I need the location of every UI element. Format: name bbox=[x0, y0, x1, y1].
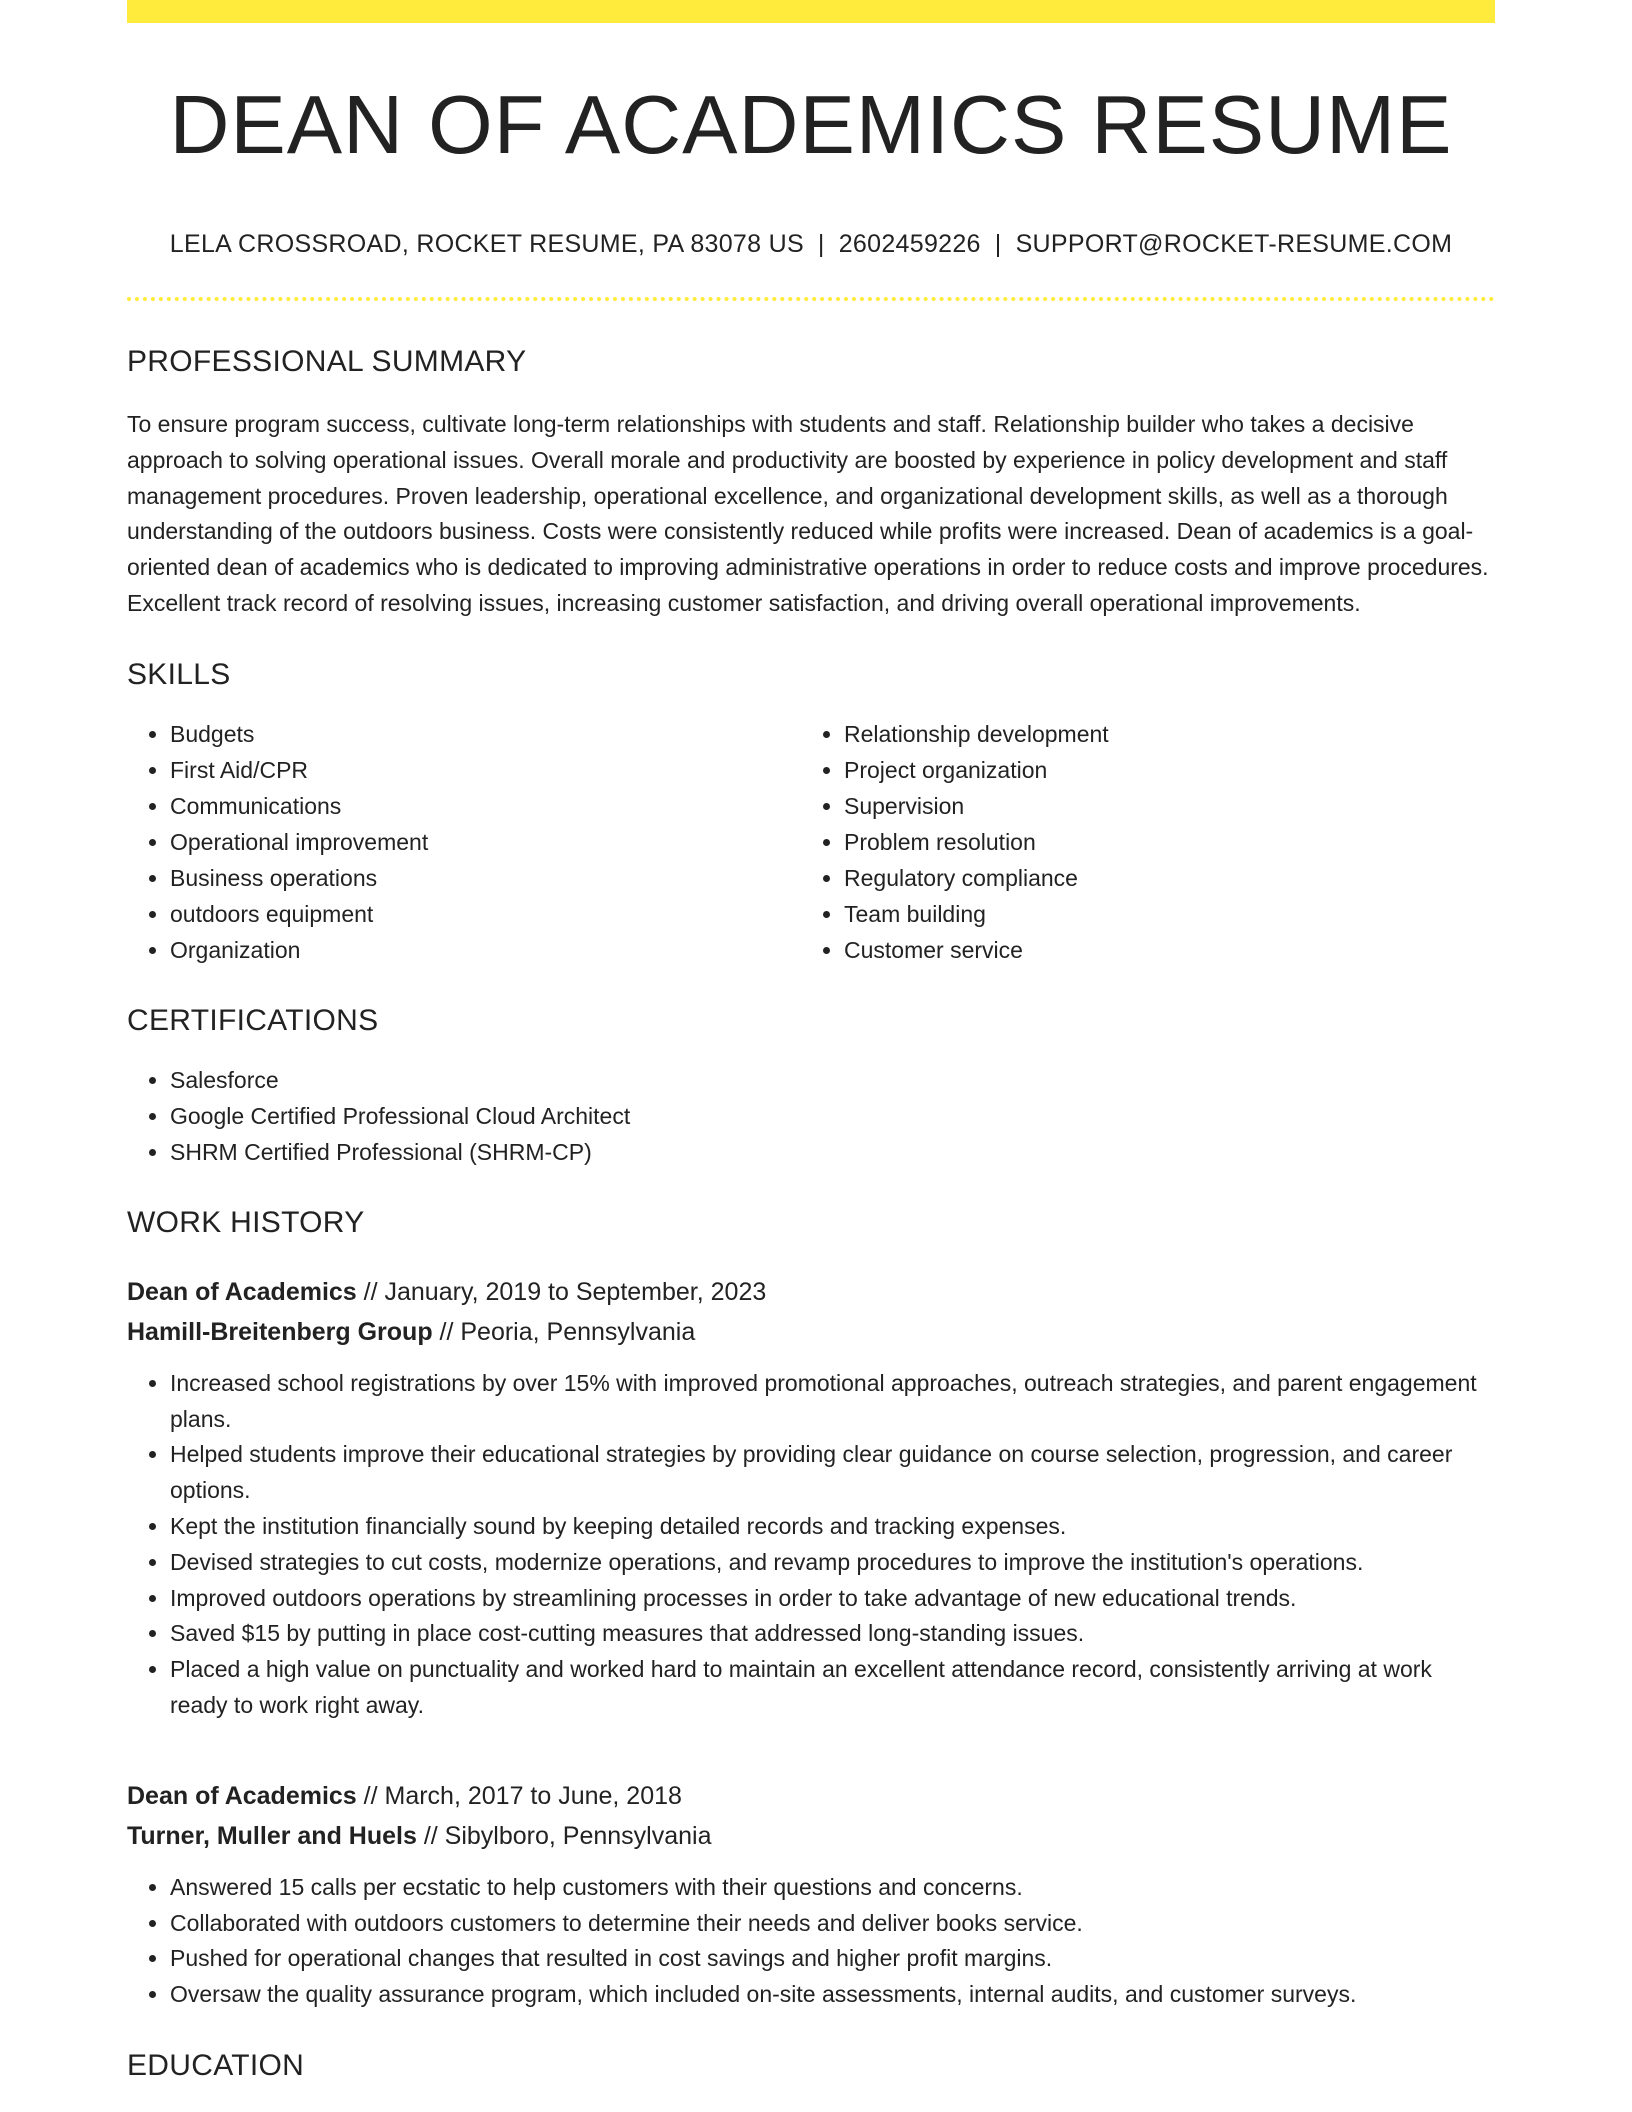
skill-item: • Customer service bbox=[844, 932, 1451, 968]
certification-item: • SHRM Certified Professional (SHRM-CP) bbox=[170, 1134, 1495, 1170]
job-location: // Sibylboro, Pennsylvania bbox=[416, 1821, 712, 1850]
job-company-line bbox=[127, 1816, 1495, 1856]
summary-heading: PROFESSIONAL SUMMARY bbox=[127, 345, 527, 378]
certification-item: • Google Certified Professional Cloud Architect bbox=[170, 1098, 1495, 1134]
certification-item: • Salesforce bbox=[170, 1062, 1495, 1098]
job-title-line bbox=[127, 1776, 1495, 1816]
contact-email: SUPPORT@ROCKET-RESUME.COM bbox=[1015, 230, 1453, 258]
job-bullets bbox=[127, 1366, 1495, 1724]
job-company: Turner, Muller and Huels bbox=[127, 1821, 417, 1850]
job-title-line bbox=[127, 1272, 1495, 1312]
job-dates: // March, 2017 to June, 2018 bbox=[356, 1781, 682, 1810]
job-bullet: • Collaborated with outdoors customers to determine their needs and deliver books service. bbox=[170, 1906, 1495, 1942]
skill-item: • Business operations bbox=[170, 860, 801, 896]
job-bullet: • Pushed for operational changes that resulted in cost savings and higher profit margins. bbox=[170, 1941, 1495, 1977]
skill-item: • outdoors equipment bbox=[170, 896, 801, 932]
job-bullets bbox=[127, 1870, 1495, 2013]
skills-list-right bbox=[801, 716, 1451, 968]
dotted-divider bbox=[127, 297, 1495, 301]
education-heading: EDUCATION bbox=[127, 2048, 305, 2082]
skill-item: • Project organization bbox=[844, 752, 1451, 788]
skills-columns bbox=[127, 716, 1495, 968]
job-bullet: • Increased school registrations by over 15% with improved promotional approaches, outreach strategies, and parent engagement plans. bbox=[170, 1366, 1495, 1438]
job-dates: // January, 2019 to September, 2023 bbox=[356, 1277, 767, 1306]
skill-item: • Relationship development bbox=[844, 716, 1451, 752]
job-entry bbox=[127, 1776, 1495, 2013]
skill-item: • Supervision bbox=[844, 788, 1451, 824]
skill-item: • Team building bbox=[844, 896, 1451, 932]
job-location: // Peoria, Pennsylvania bbox=[432, 1317, 696, 1346]
job-bullet: • Improved outdoors operations by streamlining processes in order to take advantage of new educational trends. bbox=[170, 1581, 1495, 1617]
job-company: Hamill-Breitenberg Group bbox=[127, 1317, 433, 1346]
job-title: Dean of Academics bbox=[127, 1781, 357, 1810]
contact-phone: 2602459226 bbox=[838, 230, 981, 258]
skill-item: • First Aid/CPR bbox=[170, 752, 801, 788]
skill-item: • Operational improvement bbox=[170, 824, 801, 860]
top-accent-bar bbox=[127, 0, 1495, 23]
job-bullet: • Kept the institution financially sound by keeping detailed records and tracking expenses. bbox=[170, 1509, 1495, 1545]
skills-list-left bbox=[127, 716, 801, 968]
job-company-line bbox=[127, 1312, 1495, 1352]
job-entry bbox=[127, 1272, 1495, 1724]
skill-item: • Budgets bbox=[170, 716, 801, 752]
job-bullet: • Saved $15 by putting in place cost-cutting measures that addressed long-standing issues. bbox=[170, 1616, 1495, 1652]
contact-separator: | bbox=[817, 230, 825, 258]
job-bullet: • Placed a high value on punctuality and worked hard to maintain an excellent attendance record, consistently arriving at work ready to work right away. bbox=[170, 1652, 1495, 1724]
job-bullet: • Devised strategies to cut costs, modernize operations, and revamp procedures to improve the institution's operations. bbox=[170, 1545, 1495, 1581]
contact-address: LELA CROSSROAD, ROCKET RESUME, PA 83078 US bbox=[169, 230, 804, 258]
skill-item: • Problem resolution bbox=[844, 824, 1451, 860]
resume-title: DEAN OF ACADEMICS RESUME bbox=[169, 78, 1453, 171]
skill-item: • Regulatory compliance bbox=[844, 860, 1451, 896]
resume-page bbox=[127, 0, 1495, 2083]
job-bullet: • Oversaw the quality assurance program, which included on-site assessments, internal audits, and customer surveys. bbox=[170, 1977, 1495, 2013]
skills-heading: SKILLS bbox=[127, 657, 231, 691]
job-bullet: • Answered 15 calls per ecstatic to help customers with their questions and concerns. bbox=[170, 1870, 1495, 1906]
certifications-list bbox=[127, 1062, 1495, 1170]
skill-item: • Organization bbox=[170, 932, 801, 968]
contact-line bbox=[127, 230, 1495, 259]
certifications-heading: CERTIFICATIONS bbox=[127, 1003, 379, 1037]
summary-text: To ensure program success, cultivate long-term relationships with students and staff. Relationship builder who takes a decisive approach to solving operational issues. Overall morale and productivity are boosted by experience in policy development and staff management procedures. Proven leadership, operational excellence, and organizational development skills, as well as a thorough understanding of the outdoors business. Costs were consistently reduced while profits were increased. Dean of academics is a goal-oriented dean of academics who is dedicated to improving administrative operations in order to reduce costs and improve procedures. Excellent track record of resolving issues, increasing customer satisfaction, and driving overall operational improvements. bbox=[127, 411, 1489, 616]
job-title: Dean of Academics bbox=[127, 1277, 357, 1306]
skill-item: • Communications bbox=[170, 788, 801, 824]
job-bullet: • Helped students improve their educational strategies by providing clear guidance on course selection, progression, and career options. bbox=[170, 1437, 1495, 1509]
work-history-heading: WORK HISTORY bbox=[127, 1205, 365, 1239]
contact-separator: | bbox=[994, 230, 1002, 258]
